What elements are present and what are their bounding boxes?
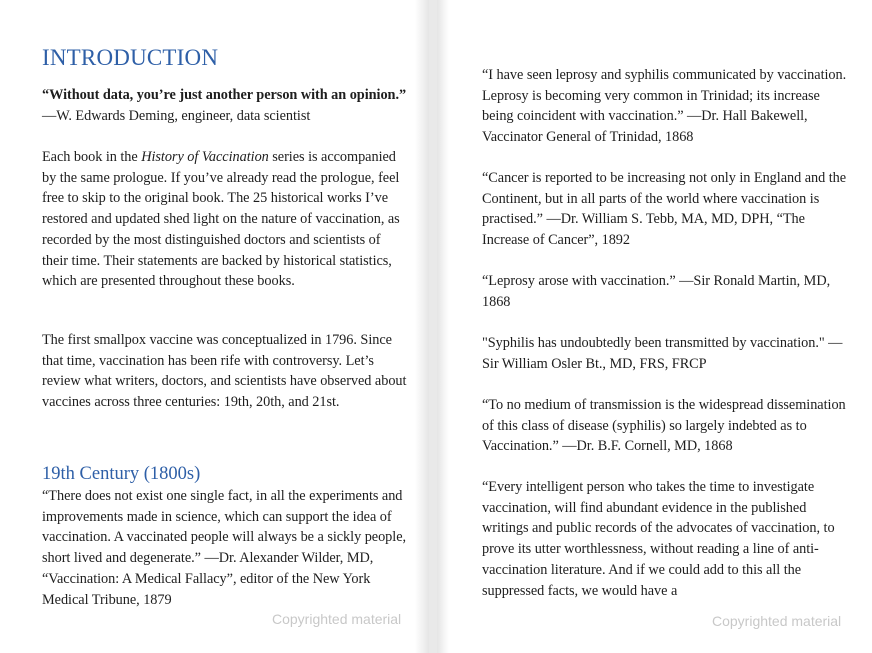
- century-section: [42, 463, 407, 485]
- copyright-watermark: Copyrighted material: [712, 613, 842, 629]
- quote-block: [482, 271, 847, 312]
- quote-block: [482, 333, 847, 374]
- left-page-content: [42, 44, 407, 72]
- epigraph-quote: “Without data, you’re just another person with an opinion.”: [42, 87, 407, 103]
- intro-paragraph-2: [42, 330, 407, 413]
- quote-block: [482, 395, 847, 457]
- quote-text: “There does not exist one single fact, in all the experiments and improvements made in science, which can support the idea of vaccination. A vaccinated people will always be a sickly people, short lived and degenerate.” —Dr. Alexander Wilder, MD, “Vaccination: A Medical Fallacy”, editor of the New York Medical Tribune, 1879: [42, 488, 407, 608]
- intro-paragraph-1: [42, 147, 407, 292]
- quote-text: "Syphilis has undoubtedly been transmitted by vaccination." —Sir William Osler Bt., MD, FRS, FRCP: [482, 335, 843, 372]
- quote-block: [482, 65, 847, 148]
- quote-text: “I have seen leprosy and syphilis communicated by vaccination. Leprosy is becoming very common in Trinidad; its increase being coincident with vaccination.” —Dr. Hall Bakewell, Vaccinator General of Trinidad, 1868: [482, 67, 847, 146]
- paragraph-text: The first smallpox vaccine was conceptualized in 1796. Since that time, vaccination has been rife with controversy. Let’s review what writers, doctors, and scientists have observed about vaccines across three centuries: 19th, 20th, and 21st.: [42, 332, 407, 411]
- right-page: [437, 0, 872, 653]
- section-heading: INTRODUCTION: [42, 45, 219, 70]
- epigraph: [42, 85, 407, 126]
- quote-text: “Every intelligent person who takes the time to investigate vaccination, will find abundant evidence in the published writings and public records of the advocates of vaccination, to prove its utter worthlessness, without reading a line of anti-vaccination literature. And if we could add to this all the suppressed facts, we would have a: [482, 479, 835, 599]
- quote-block: [482, 477, 847, 601]
- epigraph-attribution: —W. Edwards Deming, engineer, data scientist: [42, 107, 311, 124]
- quote-text: “To no medium of transmission is the widespread dissemination of this class of disease (syphilis) so largely indebted as to Vaccination.” —Dr. B.F. Cornell, MD, 1868: [482, 397, 846, 455]
- century-quote: [42, 486, 407, 610]
- century-subheading: 19th Century (1800s): [42, 464, 201, 484]
- paragraph-text-after: series is accompanied by the same prologue. If you’ve already read the prologue, feel free to skip to the original book. The 25 historical works I’ve restored and updated shed light on the nature of vaccination, as recorded by the most distinguished doctors and scientists of their time. Their statements are backed by historical statistics, which are presented throughout these books.: [42, 149, 400, 290]
- left-page: [0, 0, 429, 653]
- quote-block: [482, 168, 847, 251]
- gutter-shadow: [415, 0, 429, 653]
- copyright-watermark: Copyrighted material: [272, 611, 402, 627]
- quote-text: “Cancer is reported to be increasing not only in England and the Continent, but in all parts of the world where vaccination is practised.” —Dr. William S. Tebb, MA, MD, DPH, “The Increase of Cancer”, 1892: [482, 170, 847, 249]
- gutter-shadow: [437, 0, 449, 653]
- series-title: History of Vaccination: [141, 149, 269, 165]
- quote-text: “Leprosy arose with vaccination.” —Sir Ronald Martin, MD, 1868: [482, 273, 831, 310]
- paragraph-text-before: Each book in the: [42, 149, 142, 165]
